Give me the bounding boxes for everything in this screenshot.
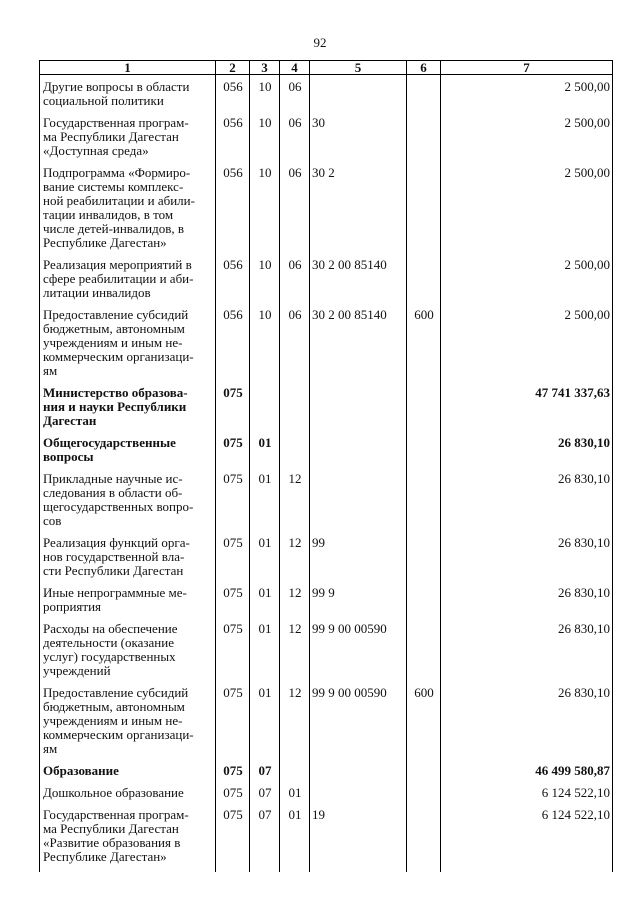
target-article-cell [310, 472, 407, 536]
section-cell: 01 [250, 472, 280, 536]
amount-cell: 6 124 522,10 [441, 786, 613, 808]
row-name-line: «Развитие образования в [43, 835, 181, 850]
expense-type-cell [407, 258, 441, 308]
amount-cell: 26 830,10 [441, 586, 613, 622]
table-row [40, 786, 613, 808]
code-gr-cell: 075 [216, 764, 250, 786]
subsection-cell: 12 [280, 686, 310, 764]
row-name-line: Реализация мероприятий в [43, 257, 192, 272]
section-cell: 07 [250, 808, 280, 872]
table-row [40, 116, 613, 166]
row-name-line: вопросы [43, 449, 94, 464]
row-name-line: ной реабилитации и абили- [43, 193, 195, 208]
row-name-line: Республике Дагестан» [43, 849, 167, 864]
expense-type-cell [407, 386, 441, 436]
row-name-line: коммерческим организаци- [43, 727, 194, 742]
expense-type-cell [407, 75, 441, 117]
row-name-line: Государственная програм- [43, 115, 189, 130]
section-cell: 10 [250, 116, 280, 166]
row-name-line: Министерство образова- [43, 385, 188, 400]
column-header: 2 [216, 61, 250, 75]
column-header: 5 [310, 61, 407, 75]
table-row [40, 622, 613, 686]
row-name-line: Республике Дагестан» [43, 235, 167, 250]
row-name-line: учреждениям и иным не- [43, 713, 183, 728]
section-cell [250, 386, 280, 436]
target-article-cell: 99 9 [310, 586, 407, 622]
subsection-cell: 12 [280, 472, 310, 536]
target-article-cell [310, 436, 407, 472]
column-header: 1 [40, 61, 216, 75]
subsection-cell [280, 764, 310, 786]
code-gr-cell: 056 [216, 308, 250, 386]
row-name-line: Расходы на обеспечение [43, 621, 178, 636]
section-cell: 01 [250, 436, 280, 472]
subsection-cell [280, 436, 310, 472]
expense-type-cell: 600 [407, 308, 441, 386]
row-name-line: ям [43, 363, 58, 378]
code-gr-cell: 075 [216, 686, 250, 764]
table-row [40, 764, 613, 786]
table-row [40, 308, 613, 386]
subsection-cell: 12 [280, 622, 310, 686]
row-name-cell [40, 686, 216, 764]
expense-type-cell [407, 166, 441, 258]
amount-cell: 2 500,00 [441, 116, 613, 166]
amount-cell: 26 830,10 [441, 536, 613, 586]
target-article-cell: 99 9 00 00590 [310, 622, 407, 686]
row-name-line: ям [43, 741, 58, 756]
expense-type-cell [407, 764, 441, 786]
budget-table [39, 60, 613, 872]
row-name-line: Подпрограмма «Формиро- [43, 165, 191, 180]
subsection-cell: 01 [280, 786, 310, 808]
table-row [40, 166, 613, 258]
row-name-line: нов государственной вла- [43, 549, 185, 564]
row-name-line: числе детей-инвалидов, в [43, 221, 184, 236]
expense-type-cell [407, 622, 441, 686]
row-name-line: тации инвалидов, в том [43, 207, 174, 222]
target-article-cell [310, 786, 407, 808]
code-gr-cell: 056 [216, 258, 250, 308]
code-gr-cell: 075 [216, 586, 250, 622]
subsection-cell: 12 [280, 536, 310, 586]
subsection-cell: 06 [280, 75, 310, 117]
amount-cell: 6 124 522,10 [441, 808, 613, 872]
row-name-cell [40, 386, 216, 436]
row-name-line: Государственная програм- [43, 807, 189, 822]
target-article-cell [310, 386, 407, 436]
row-name-cell [40, 764, 216, 786]
code-gr-cell: 075 [216, 536, 250, 586]
row-name-line: «Доступная среда» [43, 143, 149, 158]
target-article-cell: 30 2 [310, 166, 407, 258]
table-row [40, 258, 613, 308]
expense-type-cell: 600 [407, 686, 441, 764]
row-name-cell [40, 166, 216, 258]
code-gr-cell: 075 [216, 808, 250, 872]
row-name-line: услуг) государственных [43, 649, 176, 664]
expense-type-cell [407, 808, 441, 872]
target-article-cell: 30 2 00 85140 [310, 258, 407, 308]
table-row [40, 808, 613, 872]
row-name-line: Дошкольное образование [43, 785, 184, 800]
section-cell: 01 [250, 586, 280, 622]
amount-cell: 2 500,00 [441, 75, 613, 117]
code-gr-cell: 075 [216, 622, 250, 686]
code-gr-cell: 056 [216, 166, 250, 258]
row-name-line: Предоставление субсидий [43, 307, 189, 322]
code-gr-cell: 075 [216, 786, 250, 808]
subsection-cell: 06 [280, 258, 310, 308]
row-name-line: Дагестан [43, 413, 97, 428]
target-article-cell: 30 2 00 85140 [310, 308, 407, 386]
table-row [40, 472, 613, 536]
row-name-cell [40, 536, 216, 586]
row-name-line: Иные непрограммные ме- [43, 585, 187, 600]
row-name-line: сфере реабилитации и аби- [43, 271, 194, 286]
amount-cell: 26 830,10 [441, 622, 613, 686]
table-row [40, 686, 613, 764]
row-name-line: сти Республики Дагестан [43, 563, 184, 578]
section-cell: 01 [250, 622, 280, 686]
target-article-cell: 19 [310, 808, 407, 872]
section-cell: 10 [250, 258, 280, 308]
row-name-line: ма Республики Дагестан [43, 821, 179, 836]
amount-cell: 2 500,00 [441, 308, 613, 386]
row-name-cell [40, 116, 216, 166]
row-name-line: коммерческим организаци- [43, 349, 194, 364]
row-name-cell [40, 436, 216, 472]
row-name-line: литации инвалидов [43, 285, 151, 300]
amount-cell: 2 500,00 [441, 258, 613, 308]
row-name-cell [40, 258, 216, 308]
header-row [40, 61, 613, 75]
column-header: 3 [250, 61, 280, 75]
section-cell: 10 [250, 166, 280, 258]
amount-cell: 26 830,10 [441, 686, 613, 764]
expense-type-cell [407, 786, 441, 808]
section-cell: 01 [250, 536, 280, 586]
row-name-line: сов [43, 513, 62, 528]
row-name-cell [40, 472, 216, 536]
row-name-cell [40, 308, 216, 386]
table-row [40, 586, 613, 622]
section-cell: 10 [250, 308, 280, 386]
column-header: 6 [407, 61, 441, 75]
subsection-cell: 01 [280, 808, 310, 872]
row-name-line: Общегосударственные [43, 435, 176, 450]
target-article-cell: 99 9 00 00590 [310, 686, 407, 764]
section-cell: 07 [250, 786, 280, 808]
target-article-cell: 30 [310, 116, 407, 166]
code-gr-cell: 075 [216, 472, 250, 536]
amount-cell: 2 500,00 [441, 166, 613, 258]
target-article-cell: 99 [310, 536, 407, 586]
expense-type-cell [407, 116, 441, 166]
expense-type-cell [407, 436, 441, 472]
subsection-cell: 06 [280, 166, 310, 258]
row-name-line: Образование [43, 763, 119, 778]
column-header: 4 [280, 61, 310, 75]
page-number: 92 [313, 35, 327, 50]
target-article-cell [310, 764, 407, 786]
row-name-cell [40, 75, 216, 117]
amount-cell: 47 741 337,63 [441, 386, 613, 436]
row-name-line: ния и науки Республики [43, 399, 187, 414]
expense-type-cell [407, 472, 441, 536]
row-name-cell [40, 808, 216, 872]
subsection-cell [280, 386, 310, 436]
row-name-line: вание системы комплекс- [43, 179, 184, 194]
table-row [40, 75, 613, 117]
expense-type-cell [407, 536, 441, 586]
row-name-line: следования в области об- [43, 485, 183, 500]
section-cell: 01 [250, 686, 280, 764]
row-name-line: Предоставление субсидий [43, 685, 189, 700]
row-name-line: социальной политики [43, 93, 164, 108]
row-name-cell [40, 786, 216, 808]
row-name-line: щегосударственных вопро- [43, 499, 194, 514]
table-row [40, 536, 613, 586]
code-gr-cell: 075 [216, 386, 250, 436]
code-gr-cell: 075 [216, 436, 250, 472]
subsection-cell: 12 [280, 586, 310, 622]
section-cell: 10 [250, 75, 280, 117]
row-name-cell [40, 586, 216, 622]
amount-cell: 46 499 580,87 [441, 764, 613, 786]
code-gr-cell: 056 [216, 75, 250, 117]
row-name-line: ма Республики Дагестан [43, 129, 179, 144]
table-row [40, 386, 613, 436]
column-header: 7 [441, 61, 613, 75]
row-name-line: учреждений [43, 663, 111, 678]
row-name-line: бюджетным, автономным [43, 321, 185, 336]
amount-cell: 26 830,10 [441, 436, 613, 472]
row-name-line: учреждениям и иным не- [43, 335, 183, 350]
amount-cell: 26 830,10 [441, 472, 613, 536]
section-cell: 07 [250, 764, 280, 786]
expense-type-cell [407, 586, 441, 622]
subsection-cell: 06 [280, 116, 310, 166]
row-name-line: Реализация функций орга- [43, 535, 190, 550]
table-row [40, 436, 613, 472]
row-name-line: роприятия [43, 599, 102, 614]
code-gr-cell: 056 [216, 116, 250, 166]
row-name-line: бюджетным, автономным [43, 699, 185, 714]
target-article-cell [310, 75, 407, 117]
row-name-line: деятельности (оказание [43, 635, 174, 650]
row-name-line: Прикладные научные ис- [43, 471, 183, 486]
row-name-line: Другие вопросы в области [43, 79, 190, 94]
table-body [40, 75, 613, 873]
subsection-cell: 06 [280, 308, 310, 386]
row-name-cell [40, 622, 216, 686]
